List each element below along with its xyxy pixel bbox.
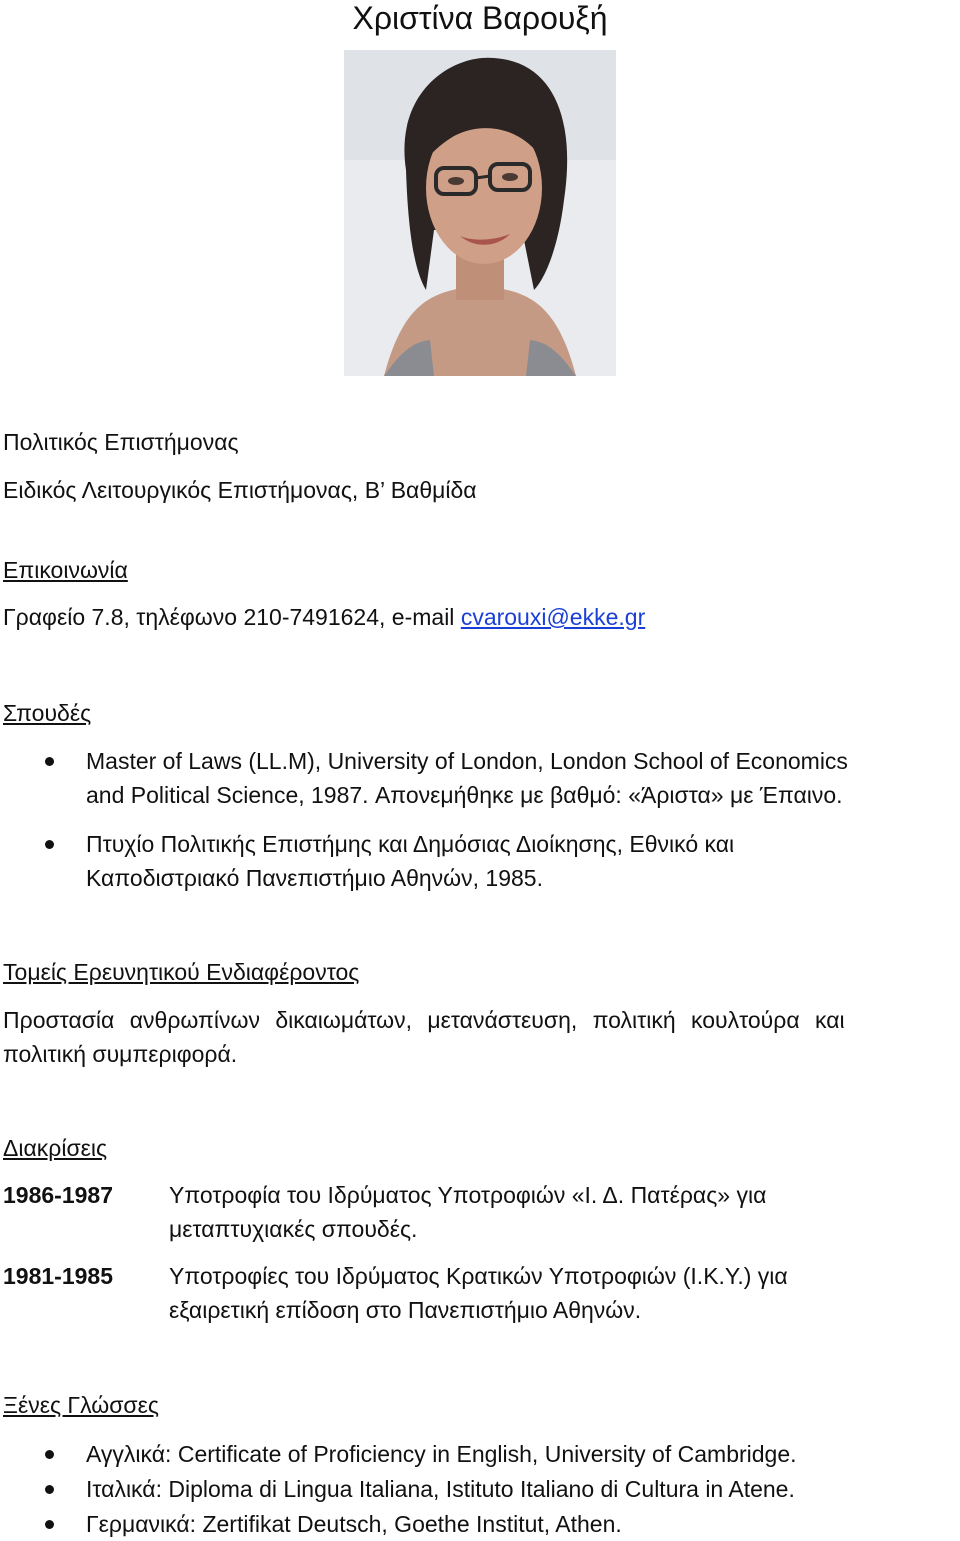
contact-text: Γραφείο 7.8, τηλέφωνο 210-7491624, e-mail bbox=[3, 604, 461, 630]
study-item-2-line2: Καποδιστριακό Πανεπιστήμιο Αθηνών, 1985. bbox=[86, 865, 543, 891]
study-item-1-line2: and Political Science, 1987. Απονεμήθηκε με βαθμό: «Άριστα» με Έπαινο. bbox=[86, 782, 843, 808]
portrait-photo bbox=[344, 50, 616, 376]
studies-heading: Σπουδές bbox=[3, 700, 92, 726]
bullet-icon bbox=[45, 840, 54, 849]
research-heading: Τομείς Ερευνητικού Ενδιαφέροντος bbox=[3, 959, 360, 985]
bullet-icon bbox=[45, 1450, 54, 1459]
role-title: Πολιτικός Επιστήμονας bbox=[3, 429, 239, 455]
award-2-line2: εξαιρετική επίδοση στο Πανεπιστήμιο Αθηνών. bbox=[169, 1297, 642, 1323]
bullet-icon bbox=[45, 1485, 54, 1494]
study-item-1-line1: Master of Laws (LL.M), University of London, London School of Economics bbox=[86, 748, 848, 774]
language-item: Ιταλικά: Diploma di Lingua Italiana, Istituto Italiano di Cultura in Atene. bbox=[86, 1476, 795, 1502]
study-item-2-line1: Πτυχίο Πολιτικής Επιστήμης και Δημόσιας Διοίκησης, Εθνικό και bbox=[86, 831, 735, 857]
email-link[interactable]: cvarouxi@ekke.gr bbox=[460, 604, 646, 630]
awards-heading: Διακρίσεις bbox=[3, 1135, 108, 1161]
language-item: Αγγλικά: Certificate of Proficiency in English, University of Cambridge. bbox=[86, 1441, 797, 1467]
language-item: Γερμανικά: Zertifikat Deutsch, Goethe Institut, Athen. bbox=[86, 1511, 622, 1537]
role-rank: Ειδικός Λειτουργικός Επιστήμονας, Β’ Βαθμίδα bbox=[3, 477, 477, 503]
page-title: Χριστίνα Βαρουξή bbox=[352, 0, 608, 36]
bullet-icon bbox=[45, 757, 54, 766]
award-1-line1: Υποτροφία του Ιδρύματος Υποτροφιών «Ι. Δ. Πατέρας» για bbox=[169, 1182, 767, 1208]
contact-line bbox=[3, 602, 645, 632]
languages-heading: Ξένες Γλώσσες bbox=[3, 1392, 159, 1418]
award-1-line2: μεταπτυχιακές σπουδές. bbox=[169, 1216, 418, 1242]
award-years: 1986-1987 bbox=[3, 1182, 113, 1208]
research-line2: πολιτική συμπεριφορά. bbox=[3, 1041, 238, 1067]
award-years: 1981-1985 bbox=[3, 1263, 113, 1289]
award-2-line1: Υποτροφίες του Ιδρύματος Κρατικών Υποτροφιών (Ι.Κ.Υ.) για bbox=[169, 1263, 788, 1289]
research-line1: Προστασία ανθρωπίνων δικαιωμάτων, μετανάστευση, πολιτική κουλτούρα και bbox=[3, 1007, 845, 1033]
contact-heading: Επικοινωνία bbox=[3, 557, 128, 583]
bullet-icon bbox=[45, 1520, 54, 1529]
